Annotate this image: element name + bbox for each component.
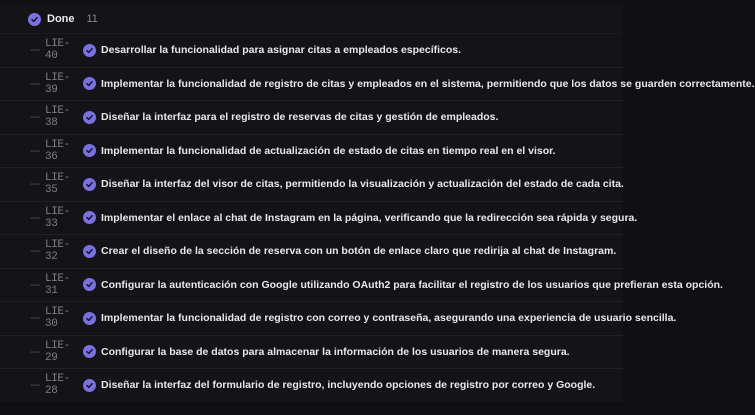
status-done-icon[interactable] [83, 111, 96, 124]
issue-title: Configurar la base de datos para almacenar la información de los usuarios de manera segura. [101, 345, 570, 358]
issue-id: LIE-32 [45, 239, 70, 264]
group-title: Done [47, 13, 75, 25]
status-done-icon[interactable] [83, 312, 96, 325]
issue-list [0, 33, 755, 402]
priority-none-icon[interactable]: --- [30, 44, 40, 57]
priority-none-icon[interactable]: --- [30, 211, 40, 224]
check-circle-icon [28, 13, 41, 26]
issue-row[interactable] [0, 100, 623, 134]
status-done-icon[interactable] [83, 178, 96, 191]
status-done-icon[interactable] [83, 379, 96, 392]
issue-title: Diseñar la interfaz para el registro de reservas de citas y gestión de empleados. [101, 111, 499, 124]
status-done-icon[interactable] [83, 144, 96, 157]
priority-none-icon[interactable]: --- [30, 379, 40, 392]
issue-title: Implementar la funcionalidad de registro de citas y empleados en el sistema, permitiendo que los datos se guarden correctamente. [101, 77, 755, 90]
issue-id: LIE-28 [45, 373, 70, 398]
priority-none-icon[interactable]: --- [30, 312, 40, 325]
issue-row[interactable] [0, 368, 623, 402]
issue-id: LIE-39 [45, 71, 70, 96]
issue-title: Implementar la funcionalidad de actualización de estado de citas en tiempo real en el visor. [101, 144, 556, 157]
priority-none-icon[interactable]: --- [30, 245, 40, 258]
issue-id: LIE-29 [45, 339, 70, 364]
priority-none-icon[interactable]: --- [30, 178, 40, 191]
issue-id: LIE-31 [45, 272, 70, 297]
issue-title: Diseñar la interfaz del formulario de registro, incluyendo opciones de registro por correo y Google. [101, 379, 596, 392]
issue-row[interactable] [0, 201, 638, 235]
status-done-icon[interactable] [83, 345, 96, 358]
issue-id: LIE-30 [45, 306, 70, 331]
issue-row[interactable] [0, 301, 677, 335]
issue-title: Implementar el enlace al chat de Instagram en la página, verificando que la redirección sea rápida y segura. [101, 211, 638, 224]
issue-title: Implementar la funcionalidad de registro con correo y contraseña, asegurando una experiencia de usuario sencilla. [101, 312, 677, 325]
group-header[interactable] [0, 5, 623, 33]
issue-title: Diseñar la interfaz del visor de citas, permitiendo la visualización y actualización del estado de cada cita. [101, 178, 624, 191]
issue-title: Configurar la autenticación con Google utilizando OAuth2 para facilitar el registro de los usuarios que prefieran esta opción. [101, 278, 723, 291]
issue-id: LIE-40 [45, 38, 70, 63]
issue-title: Desarrollar la funcionalidad para asignar citas a empleados específicos. [101, 44, 462, 57]
priority-none-icon[interactable]: --- [30, 278, 40, 291]
status-done-icon[interactable] [83, 278, 96, 291]
issue-row[interactable] [0, 335, 623, 369]
issue-row[interactable] [0, 134, 623, 168]
status-done-icon[interactable] [83, 245, 96, 258]
issue-row[interactable] [0, 33, 623, 67]
issue-row[interactable] [0, 268, 723, 302]
priority-none-icon[interactable]: --- [30, 77, 40, 90]
issue-id: LIE-36 [45, 138, 70, 163]
issue-row[interactable] [0, 167, 623, 201]
issue-title: Crear el diseño de la sección de reserva con un botón de enlace claro que redirija al chat de Instagram. [101, 245, 617, 258]
status-done-icon[interactable] [83, 211, 96, 224]
priority-none-icon[interactable]: --- [30, 111, 40, 124]
group-count: 11 [86, 13, 98, 25]
priority-none-icon[interactable]: --- [30, 345, 40, 358]
status-done-icon[interactable] [83, 77, 96, 90]
priority-none-icon[interactable]: --- [30, 144, 40, 157]
status-done-icon[interactable] [83, 44, 96, 57]
issue-id: LIE-38 [45, 105, 70, 130]
issue-row[interactable] [0, 234, 623, 268]
issue-id: LIE-33 [45, 205, 70, 230]
issue-row[interactable] [0, 67, 755, 101]
issue-id: LIE-35 [45, 172, 70, 197]
